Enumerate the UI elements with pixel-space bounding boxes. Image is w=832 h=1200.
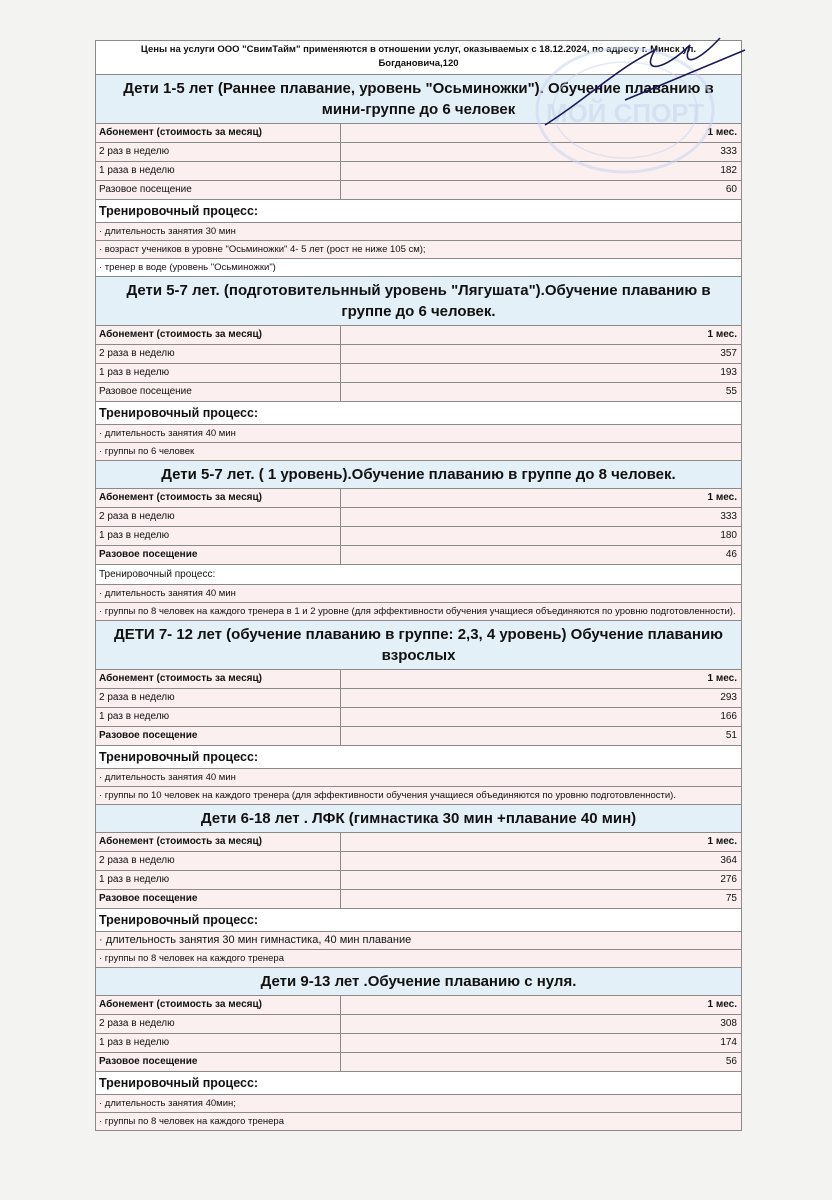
process-bullet: · длительность занятия 30 мин: [96, 223, 741, 241]
table-header-row: [96, 670, 741, 689]
price-row: [96, 345, 741, 364]
price-value: 174: [720, 1037, 737, 1048]
price-section: [96, 805, 741, 968]
price-label: 1 раз в неделю: [96, 364, 341, 382]
price-row: [96, 708, 741, 727]
section-title: ДЕТИ 7- 12 лет (обучение плаванию в группе: 2,3, 4 уровень) Обучение плаванию взрослых: [96, 621, 741, 670]
price-label: 2 раза в неделю: [96, 1015, 341, 1033]
price-row: [96, 689, 741, 708]
header-label: Абонемент (стоимость за месяц): [96, 489, 341, 507]
price-row: [96, 181, 741, 200]
price-row: [96, 527, 741, 546]
process-bullet: · длительность занятия 30 мин гимнастика, 40 мин плавание: [96, 932, 741, 950]
section-title: Дети 6-18 лет . ЛФК (гимнастика 30 мин +плавание 40 мин): [96, 805, 741, 833]
process-title: Тренировочный процесс:: [96, 402, 741, 425]
process-bullet: · длительность занятия 40мин;: [96, 1095, 741, 1113]
header-label: Абонемент (стоимость за месяц): [96, 996, 341, 1014]
price-section: [96, 461, 741, 621]
price-label: 1 раз в неделю: [96, 871, 341, 889]
price-row: [96, 871, 741, 890]
header-period: 1 мес.: [707, 673, 737, 684]
header-period: 1 мес.: [707, 492, 737, 503]
price-row: [96, 546, 741, 565]
process-bullet: · группы по 6 человек: [96, 443, 741, 461]
price-label: Разовое посещение: [96, 181, 341, 199]
header-period: 1 мес.: [707, 329, 737, 340]
process-bullet: · длительность занятия 40 мин: [96, 769, 741, 787]
section-title: Дети 9-13 лет .Обучение плаванию с нуля.: [96, 968, 741, 996]
process-title: Тренировочный процесс:: [96, 565, 741, 585]
price-label: Разовое посещение: [96, 546, 341, 564]
price-section: [96, 277, 741, 461]
price-label: 2 раз в неделю: [96, 143, 341, 161]
price-label: 2 раза в неделю: [96, 345, 341, 363]
header-label: Абонемент (стоимость за месяц): [96, 124, 341, 142]
price-value: 180: [720, 530, 737, 541]
process-title: Тренировочный процесс:: [96, 909, 741, 932]
table-header-row: [96, 489, 741, 508]
price-label: Разовое посещение: [96, 727, 341, 745]
price-label: Разовое посещение: [96, 383, 341, 401]
price-label: 2 раза в неделю: [96, 852, 341, 870]
price-label: 2 раза в неделю: [96, 508, 341, 526]
process-title: Тренировочный процесс:: [96, 746, 741, 769]
process-bullet: · возраст учеников в уровне "Осьминожки" 4- 5 лет (рост не ниже 105 см);: [96, 241, 741, 259]
price-row: [96, 1053, 741, 1072]
price-label: Разовое посещение: [96, 1053, 341, 1071]
price-row: [96, 143, 741, 162]
price-row: [96, 383, 741, 402]
document-header: Цены на услуги ООО "СвимТайм" применяются в отношении услуг, оказываемых с 18.12.2024, по адресу г. Минск ул. Богдановича,120: [96, 41, 741, 75]
price-row: [96, 364, 741, 383]
price-section: [96, 75, 741, 277]
process-bullet: · группы по 10 человек на каждого тренера (для эффективности обучения учащиеся объединяются по уровню подготовленности).: [96, 787, 741, 805]
process-bullet: · тренер в воде (уровень "Осьминожки"): [96, 259, 741, 277]
price-row: [96, 1015, 741, 1034]
process-title: Тренировочный процесс:: [96, 1072, 741, 1095]
price-label: 1 раз в неделю: [96, 1034, 341, 1052]
process-bullet: · длительность занятия 40 мин: [96, 425, 741, 443]
price-document: [95, 40, 742, 1131]
header-period: 1 мес.: [707, 127, 737, 138]
header-label: Абонемент (стоимость за месяц): [96, 670, 341, 688]
section-title: Дети 5-7 лет. ( 1 уровень).Обучение плаванию в группе до 8 человек.: [96, 461, 741, 489]
price-value: 276: [720, 874, 737, 885]
price-row: [96, 890, 741, 909]
sections-container: [96, 75, 741, 1130]
price-row: [96, 727, 741, 746]
process-bullet: · группы по 8 человек на каждого тренера: [96, 950, 741, 968]
price-value: 364: [720, 855, 737, 866]
svg-text:МОЙ СПОРТ: МОЙ СПОРТ: [545, 98, 705, 128]
table-header-row: [96, 996, 741, 1015]
price-section: [96, 621, 741, 805]
section-title: Дети 5-7 лет. (подготовительнный уровень "Лягушата").Обучение плаванию в группе до 6 человек.: [96, 277, 741, 326]
price-label: 1 раз в неделю: [96, 527, 341, 545]
price-row: [96, 852, 741, 871]
header-label: Абонемент (стоимость за месяц): [96, 326, 341, 344]
price-value: 166: [720, 711, 737, 722]
process-bullet: · длительность занятия 40 мин: [96, 585, 741, 603]
table-header-row: [96, 833, 741, 852]
price-row: [96, 162, 741, 181]
price-value: 60: [725, 184, 737, 195]
table-header-row: [96, 326, 741, 345]
price-value: 193: [720, 367, 737, 378]
price-value: 56: [725, 1056, 737, 1067]
price-row: [96, 508, 741, 527]
price-section: [96, 968, 741, 1130]
price-label: 1 раза в неделю: [96, 162, 341, 180]
price-label: 2 раза в неделю: [96, 689, 341, 707]
price-value: 308: [720, 1018, 737, 1029]
price-value: 333: [720, 511, 737, 522]
price-value: 46: [725, 549, 737, 560]
header-period: 1 мес.: [707, 836, 737, 847]
price-value: 75: [725, 893, 737, 904]
section-title: Дети 1-5 лет (Раннее плавание, уровень "Осьминожки"). Обучение плаванию в мини-группе до 6 человек: [96, 75, 741, 124]
process-bullet: · группы по 8 человек на каждого тренера: [96, 1113, 741, 1130]
process-title: Тренировочный процесс:: [96, 200, 741, 223]
header-period: 1 мес.: [707, 999, 737, 1010]
price-value: 333: [720, 146, 737, 157]
price-value: 182: [720, 165, 737, 176]
table-header-row: [96, 124, 741, 143]
price-value: 293: [720, 692, 737, 703]
price-value: 55: [725, 386, 737, 397]
price-label: Разовое посещение: [96, 890, 341, 908]
price-row: [96, 1034, 741, 1053]
process-bullet: · группы по 8 человек на каждого тренера в 1 и 2 уровне (для эффективности обучения учащиеся объединяются по уровню подготовленности).: [96, 603, 741, 621]
header-label: Абонемент (стоимость за месяц): [96, 833, 341, 851]
price-label: 1 раз в неделю: [96, 708, 341, 726]
price-value: 51: [725, 730, 737, 741]
price-value: 357: [720, 348, 737, 359]
